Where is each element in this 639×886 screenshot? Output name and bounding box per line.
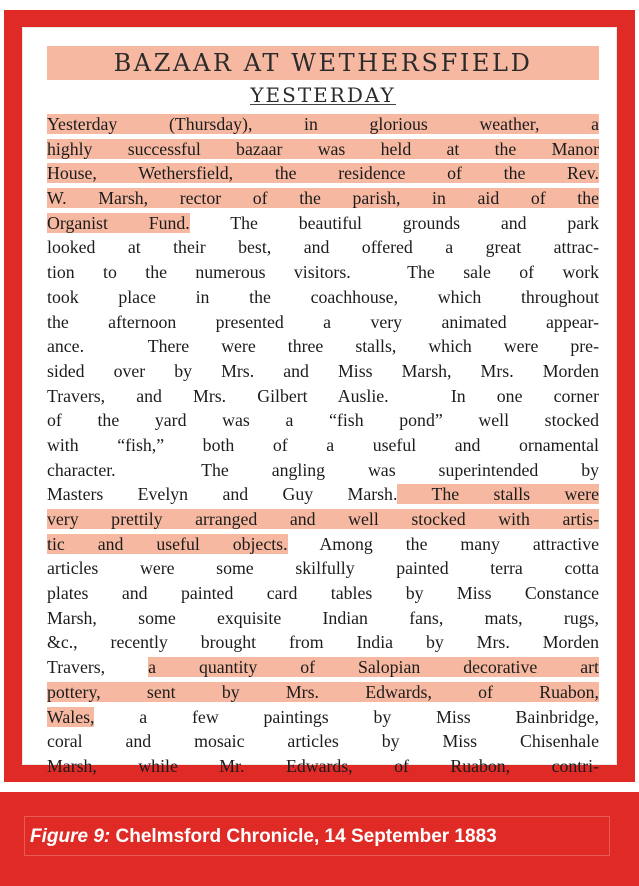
article-line [47,334,599,359]
highlighted-text: pottery, sent by Mrs. Edwards, of Ruabon, [47,681,599,702]
article-text: the afternoon presented a very animated appear- [47,311,599,332]
article-line [47,606,599,631]
article-line [47,359,599,384]
article-line [47,556,599,581]
article-line [47,655,599,680]
article-line [47,211,599,236]
article-text: looked at their best, and offered a great attrac- [47,237,599,258]
article-line [47,458,599,483]
article-text: coral and mosaic articles by Miss Chisenhale [47,731,599,752]
article-line [47,532,599,557]
article-line [47,433,599,458]
article-line [47,729,599,754]
article-text: character. The angling was superintended by [47,459,599,480]
highlighted-text: The stalls were [397,484,599,505]
article-text: ance. There were three stalls, which were pre- [47,336,599,357]
highlighted-text: highly successful bazaar was held at the Manor [47,138,599,159]
highlighted-text: Yesterday (Thursday), in glorious weather, a [47,114,599,134]
highlighted-text: W. Marsh, rector of the parish, in aid of the [47,188,599,209]
article-subheading-wrap [47,80,599,112]
article-text: of the yard was a “fish pond” well stocked [47,410,599,431]
article-line [47,408,599,433]
newspaper-article [47,46,599,779]
article-text: articles were some skilfully painted terra cotta [47,558,599,579]
article-line [47,680,599,705]
figure-caption [30,826,497,848]
highlighted-text: House, Wethersfield, the residence of the Rev. [47,163,599,184]
article-line [47,310,599,335]
article-body [47,112,599,779]
article-line [47,384,599,409]
article-line [47,186,599,211]
article-line [47,137,599,162]
article-text: with “fish,” both of a useful and ornamental [47,434,599,455]
red-frame [4,10,635,782]
article-line [47,482,599,507]
article-text: &c., recently brought from India by Mrs. Morden [47,632,599,653]
article-text: tion to the numerous visitors. The sale of work [47,262,599,283]
article-line [47,260,599,285]
article-subheading: YESTERDAY [250,80,395,105]
article-text: Masters Evelyn and Guy Marsh. [47,484,398,505]
article-line [47,705,599,730]
article-line [47,112,599,137]
article-text: Marsh, some exquisite Indian fans, mats, rugs, [47,607,599,628]
article-line [47,507,599,532]
article-text: Among the many attractive [287,533,599,554]
article-line [47,754,599,779]
highlighted-text: Organist Fund. [47,212,190,233]
article-line [47,235,599,260]
article-text: plates and painted card tables by Miss Constance [47,583,599,604]
article-line [47,161,599,186]
clipping-panel [22,27,617,776]
article-text: Travers, and Mrs. Gilbert Auslie. In one corner [47,385,599,406]
article-text: Travers, [47,657,149,678]
article-line [47,630,599,655]
article-text: took place in the coachhouse, which throughout [47,286,599,307]
article-line [47,285,599,310]
caption-text: Chelmsford Chronicle, 14 September 1883 [110,826,497,847]
article-text: Marsh, while Mr. Edwards, of Ruabon, contri- [47,755,599,776]
article-headline: BAZAAR AT WETHERSFIELD [47,46,599,80]
article-line [47,581,599,606]
article-text: sided over by Mrs. and Miss Marsh, Mrs. Morden [47,360,599,381]
highlighted-text: very prettily arranged and well stocked with artis- [47,509,599,529]
highlighted-text: Wales, [47,706,95,727]
highlighted-text: a quantity of Salopian decorative art [148,657,599,678]
article-text: The beautiful grounds and park [189,212,599,233]
figure-label: Figure 9: [30,826,111,847]
article-text: a few paintings by Miss Bainbridge, [94,706,599,727]
highlighted-text: tic and useful objects. [47,533,288,554]
